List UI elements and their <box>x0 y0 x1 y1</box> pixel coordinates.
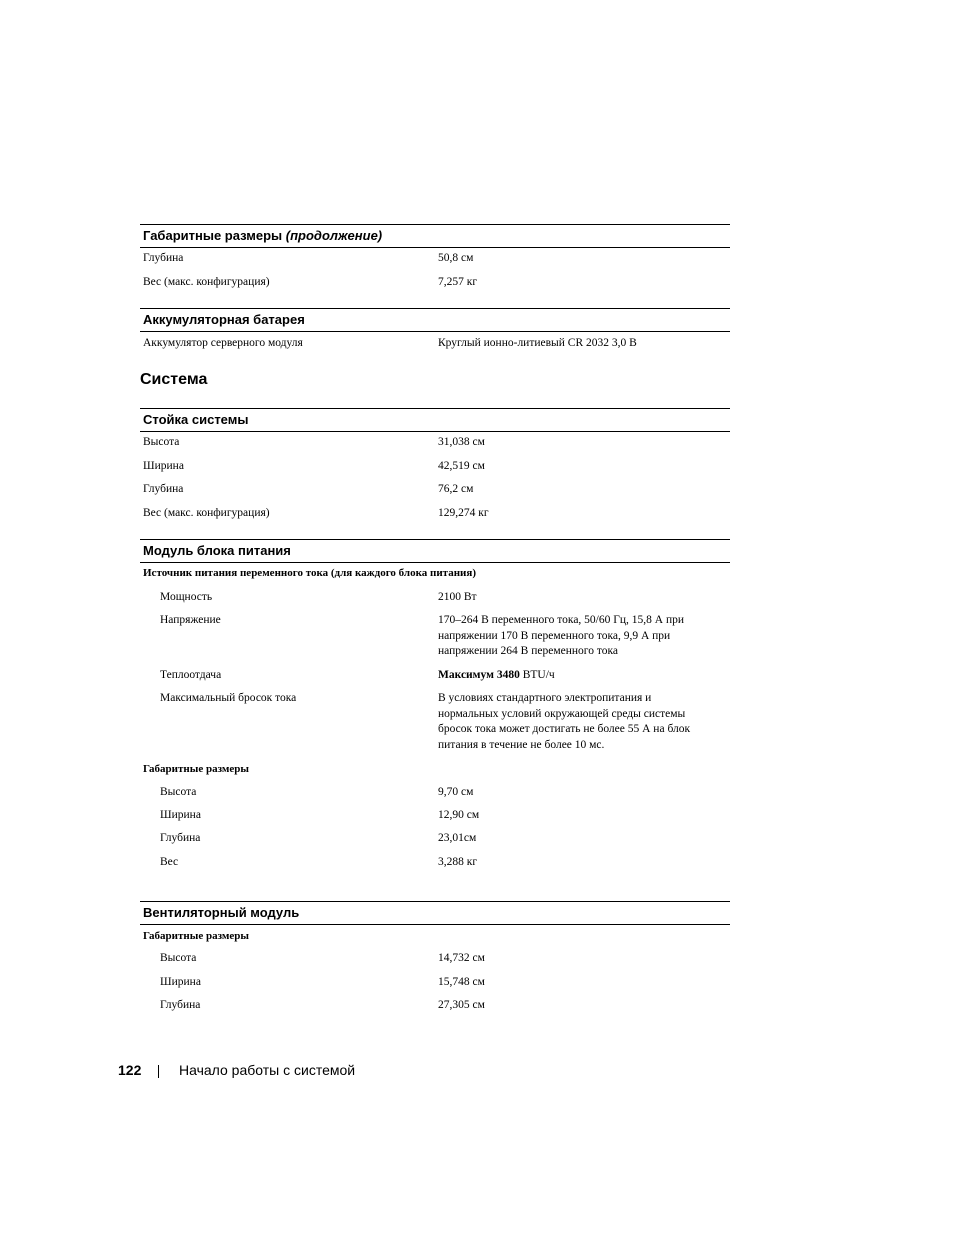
spec-value: 50,8 см <box>438 252 474 264</box>
spec-value: 2100 Вт <box>438 591 477 603</box>
rack-header: Стойка системы <box>140 408 730 432</box>
spec-label: Высота <box>143 436 180 448</box>
footer-divider <box>158 1065 159 1078</box>
spec-label: Вес (макс. конфигурация) <box>143 507 270 519</box>
spec-value: Круглый ионно-литиевый CR 2032 3,0 В <box>438 337 637 349</box>
spec-label: Высота <box>160 952 197 964</box>
dimensions-cont-title: Габаритные размеры <box>143 228 286 243</box>
psu-header: Модуль блока питания <box>140 539 730 563</box>
spec-label: Мощность <box>160 591 213 603</box>
spec-value: 170–264 В переменного тока, 50/60 Гц, 15,8 А при напряжении 170 В переменного тока, 9,9 А при напряжении 264 В переменного тока <box>438 614 685 657</box>
spec-value: 9,70 см <box>438 786 474 798</box>
spec-label: Глубина <box>160 999 201 1011</box>
spec-value: 15,748 см <box>438 976 485 988</box>
spec-label: Ширина <box>160 809 201 821</box>
spec-value: В условиях стандартного электропитания и нормальных условий окружающей среды системы бросок тока может достигать не более 55 А на блок питания в течение не более 10 мс. <box>438 692 691 751</box>
spec-label: Вес <box>160 856 179 868</box>
psu-ac-heading: Источник питания переменного тока (для каждого блока питания) <box>143 567 476 579</box>
heat-value-bold: Максимум 3480 <box>438 669 520 681</box>
spec-value: 31,038 см <box>438 436 485 448</box>
spec-label: Глубина <box>143 483 184 495</box>
spec-label: Вес (макс. конфигурация) <box>143 276 270 288</box>
page-number: 122 <box>118 1062 142 1078</box>
fan-dims-heading: Габаритные размеры <box>143 930 249 942</box>
spec-label: Аккумулятор серверного модуля <box>143 337 303 349</box>
spec-value: 23,01см <box>438 832 477 844</box>
spec-value: 42,519 см <box>438 460 485 472</box>
dimensions-cont-header <box>140 224 730 248</box>
spec-value: 3,288 кг <box>438 856 478 868</box>
spec-value: 129,274 кг <box>438 507 489 519</box>
spec-value: 27,305 см <box>438 999 485 1011</box>
psu-dims-heading: Габаритные размеры <box>143 763 249 775</box>
spec-value: 76,2 см <box>438 483 474 495</box>
spec-label: Глубина <box>160 832 201 844</box>
section-title: Система <box>140 371 208 388</box>
spec-value <box>438 668 555 684</box>
battery-header: Аккумуляторная батарея <box>140 308 730 332</box>
spec-label: Ширина <box>160 976 201 988</box>
spec-value: 14,732 см <box>438 952 485 964</box>
fan-header: Вентиляторный модуль <box>140 901 730 925</box>
dimensions-cont-title-italic: (продолжение) <box>285 228 383 243</box>
spec-label: Максимальный бросок тока <box>160 692 297 704</box>
spec-value: 12,90 см <box>438 809 480 821</box>
spec-label: Глубина <box>143 252 184 264</box>
spec-label: Ширина <box>143 460 184 472</box>
spec-value: 7,257 кг <box>438 276 478 288</box>
spec-label: Высота <box>160 786 197 798</box>
spec-label: Теплоотдача <box>160 669 222 681</box>
heat-value-unit: BTU/ч <box>519 669 555 681</box>
spec-label: Напряжение <box>160 614 221 626</box>
footer-chapter-title: Начало работы с системой <box>179 1062 356 1078</box>
